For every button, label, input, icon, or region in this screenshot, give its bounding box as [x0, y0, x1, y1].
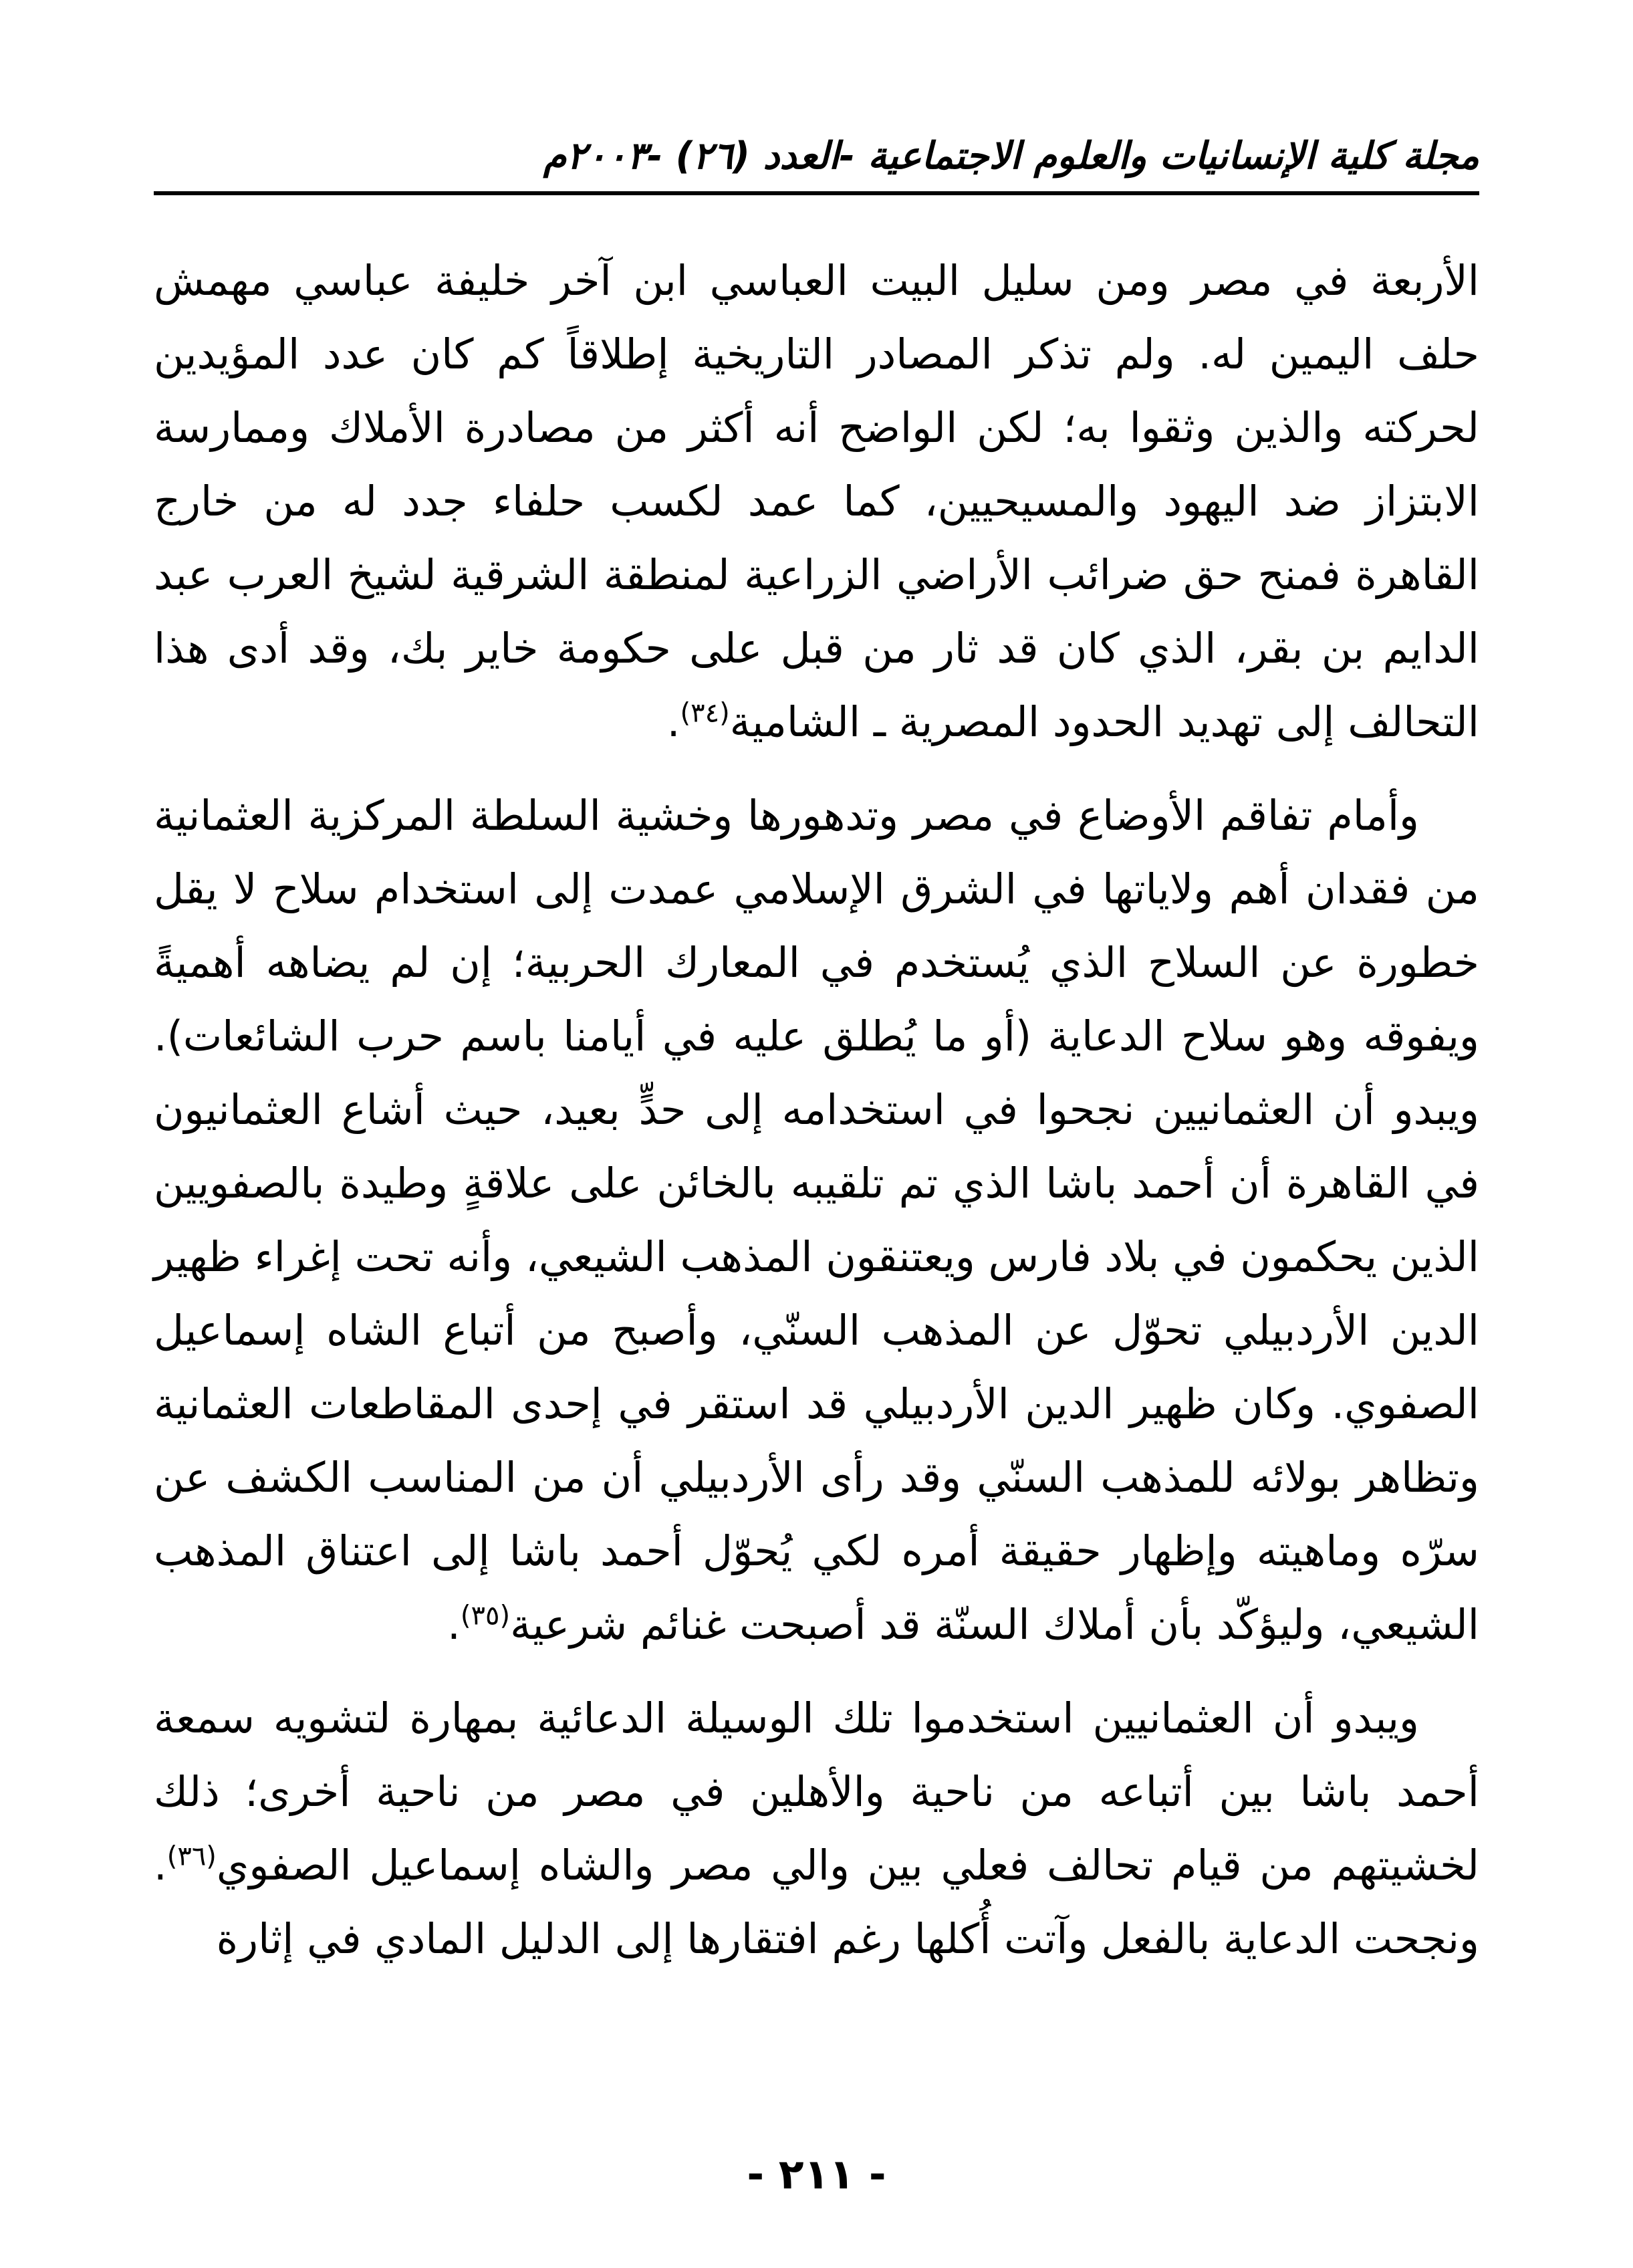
- article-body: [154, 244, 1479, 1976]
- page-number: - ٢١١ -: [747, 2150, 886, 2198]
- paragraph-2-text: وأمام تفاقم الأوضاع في مصر وتدهورها وخشية السلطة المركزية العثمانية من فقدان أهم ولاياتها في الشرق الإسلامي عمدت إلى استخدام سلاح لا يقل خطورة عن السلاح الذي يُستخدم في المعارك الحربية؛ إن لم يضاهه أهميةً ويفوقه وهو سلاح الدعاية (أو ما يُطلق عليه في أيامنا باسم حرب الشائعات). ويبدو أن العثمانيين نجحوا في استخدامه إلى حدٍّ بعيد، حيث أشاع العثمانيون في القاهرة أن أحمد باشا الذي تم تلقيبه بالخائن على علاقةٍ وطيدة بالصفويين الذين يحكمون في بلاد فارس ويعتنقون المذهب الشيعي، وأنه تحت إغراء ظهير الدين الأردبيلي تحوّل عن المذهب السنّي، وأصبح من أتباع الشاه إسماعيل الصفوي. وكان ظهير الدين الأردبيلي قد استقر في إحدى المقاطعات العثمانية وتظاهر بولائه للمذهب السنّي وقد رأى الأردبيلي أن من المناسب الكشف عن سرّه وماهيته وإظهار حقيقة أمره لكي يُحوّل أحمد باشا إلى اعتناق المذهب الشيعي، وليؤكّد بأن أملاك السنّة قد أصبحت غنائم شرعية: [154, 791, 1479, 1649]
- paragraph-2: [154, 779, 1479, 1662]
- journal-header: [154, 124, 1479, 188]
- footnote-ref-36: (٣٦): [166, 1841, 217, 1872]
- paragraph-3: [154, 1682, 1479, 1976]
- paragraph-1-end: .: [666, 697, 680, 746]
- footnote-ref-35: (٣٥): [460, 1600, 511, 1631]
- footnote-ref-34: (٣٤): [680, 697, 730, 729]
- paragraph-2-end: .: [447, 1600, 461, 1649]
- journal-title: مجلة كلية الإنسانيات والعلوم الاجتماعية -العدد (٢٦) -٢٠٠٣م: [543, 134, 1479, 178]
- paragraph-3-end: . ونجحت الدعاية بالفعل وآتت أُكلها رغم افتقارها إلى الدليل المادي في إثارة: [154, 1841, 1479, 1963]
- header-divider: [154, 191, 1479, 195]
- paragraph-3-text: ويبدو أن العثمانيين استخدموا تلك الوسيلة الدعائية بمهارة لتشويه سمعة أحمد باشا بين أتباعه من ناحية والأهلين في مصر من ناحية أخرى؛ ذلك لخشيتهم من قيام تحالف فعلي بين والي مصر والشاه إسماعيل الصفوي: [154, 1694, 1479, 1890]
- paragraph-1: [154, 244, 1479, 759]
- paragraph-1-text: الأربعة في مصر ومن سليل البيت العباسي ابن آخر خليفة عباسي مهمش حلف اليمين له. ولم تذكر المصادر التاريخية إطلاقاً كم كان عدد المؤيدين لحركته والذين وثقوا به؛ لكن الواضح أنه أكثر من مصادرة الأملاك وممارسة الابتزاز ضد اليهود والمسيحيين، كما عمد لكسب حلفاء جدد له من خارج القاهرة فمنح حق ضرائب الأراضي الزراعية لمنطقة الشرقية لشيخ العرب عبد الدايم بن بقر، الذي كان قد ثار من قبل على حكومة خاير بك، وقد أدى هذا التحالف إلى تهديد الحدود المصرية ـ الشامية: [154, 256, 1479, 746]
